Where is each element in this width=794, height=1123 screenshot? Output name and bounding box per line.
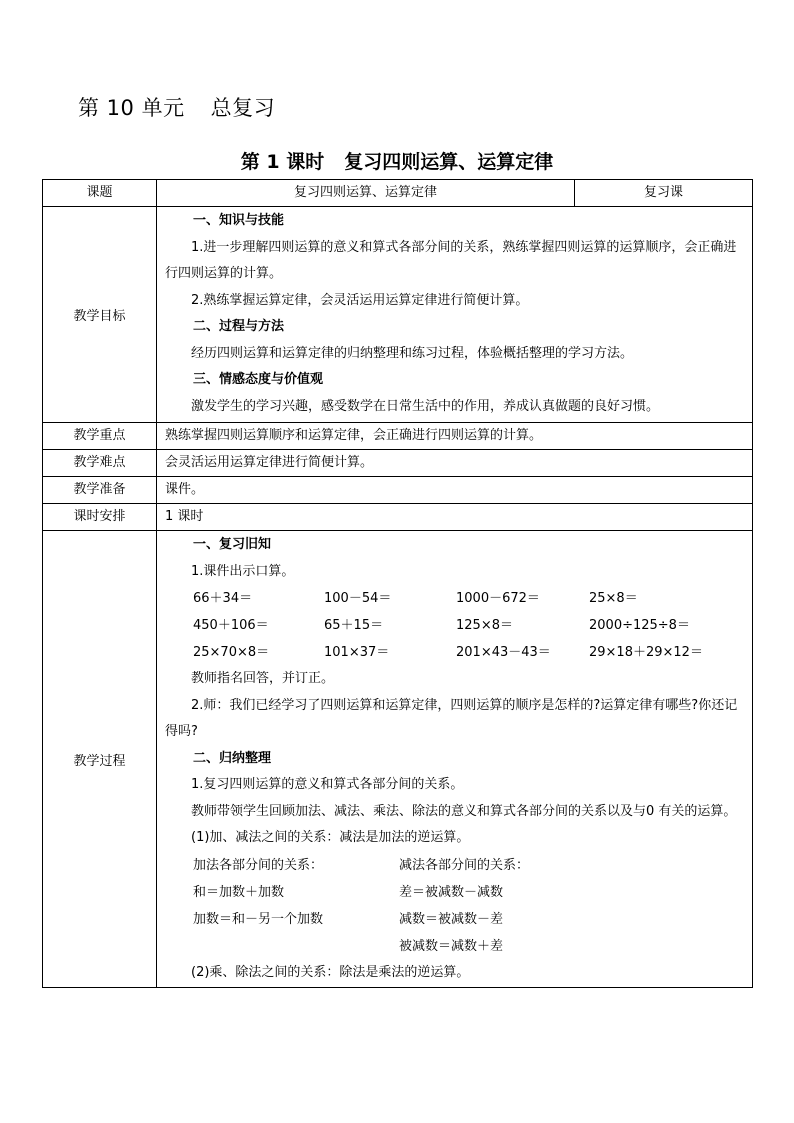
oral-item: 2000÷125÷8＝ bbox=[589, 618, 690, 633]
lesson-title bbox=[0, 147, 794, 174]
oral-item: 29×18＋29×12＝ bbox=[589, 645, 703, 660]
table-row-topic bbox=[43, 180, 753, 207]
process-paragraph: 2.师：我们已经学习了四则运算和运算定律，四则运算的顺序是怎样的?运算定律有哪些?你还记得吗? bbox=[165, 697, 738, 739]
relation-item: 减数＝被减数－差 bbox=[399, 911, 504, 927]
unit-label: 第 10 单元 bbox=[78, 96, 185, 120]
process-label: 教学过程 bbox=[43, 531, 157, 988]
oral-item: 101×37＝ bbox=[324, 645, 390, 660]
process-section-1-title: 一、复习旧知 bbox=[193, 537, 272, 552]
preparation-label: 教学准备 bbox=[43, 477, 157, 504]
objectives-content bbox=[157, 207, 753, 423]
objectives-section-1-title: 一、知识与技能 bbox=[193, 213, 285, 228]
lesson-plan-table bbox=[42, 179, 753, 988]
relation-item bbox=[193, 933, 399, 960]
table-row-key-points bbox=[43, 423, 753, 450]
schedule-label: 课时安排 bbox=[43, 504, 157, 531]
process-paragraph: (2)乘、除法之间的关系：除法是乘法的逆运算。 bbox=[191, 964, 470, 980]
objectives-paragraph: 经历四则运算和运算定律的归纳整理和练习过程，体验概括整理的学习方法。 bbox=[191, 345, 634, 361]
topic-label: 课题 bbox=[43, 180, 157, 207]
oral-item: 450＋106＝ bbox=[193, 618, 269, 633]
unit-name: 总复习 bbox=[210, 96, 276, 120]
lesson-label: 第 1 课时 bbox=[240, 151, 325, 173]
relation-item: 差＝被减数－减数 bbox=[399, 884, 504, 900]
oral-calc-grid bbox=[165, 585, 746, 666]
key-points-value bbox=[157, 423, 753, 450]
key-points-text: 熟练掌握四则运算顺序和运算定律，会正确进行四则运算的计算。 bbox=[165, 428, 543, 443]
preparation-value bbox=[157, 477, 753, 504]
oral-item: 65＋15＝ bbox=[324, 618, 384, 633]
process-paragraph: 1.复习四则运算的意义和算式各部分间的关系。 bbox=[191, 777, 464, 792]
process-paragraph: 1.课件出示口算。 bbox=[191, 563, 295, 579]
table-row-process bbox=[43, 531, 753, 988]
table-row-difficulties bbox=[43, 450, 753, 477]
oral-item: 25×70×8＝ bbox=[193, 645, 270, 660]
oral-item: 201×43－43＝ bbox=[456, 645, 551, 660]
relation-item: 加数＝和－另一个加数 bbox=[193, 911, 324, 927]
key-points-label: 教学重点 bbox=[43, 423, 157, 450]
objectives-paragraph: 激发学生的学习兴趣，感受数学在日常生活中的作用，养成认真做题的良好习惯。 bbox=[191, 398, 660, 414]
objectives-label: 教学目标 bbox=[43, 207, 157, 423]
table-row-objectives bbox=[43, 207, 753, 423]
process-content bbox=[157, 531, 753, 988]
oral-item: 66＋34＝ bbox=[193, 591, 253, 606]
relations-grid bbox=[165, 852, 746, 960]
lesson-name: 复习四则运算、运算定律 bbox=[344, 151, 554, 173]
objectives-section-3-title: 三、情感态度与价值观 bbox=[193, 372, 324, 387]
unit-title bbox=[78, 92, 275, 122]
topic-type: 复习课 bbox=[575, 180, 753, 207]
topic-value: 复习四则运算、运算定律 bbox=[157, 180, 575, 207]
objectives-paragraph: 2.熟练掌握运算定律，会灵活运用运算定律进行简便计算。 bbox=[191, 292, 529, 308]
preparation-text: 课件。 bbox=[165, 482, 205, 497]
process-paragraph: 教师带领学生回顾加法、减法、乘法、除法的意义和算式各部分间的关系以及与0 有关的运算。 bbox=[191, 803, 737, 819]
process-paragraph: 教师指名回答，并订正。 bbox=[191, 671, 335, 686]
process-paragraph: (1)加、减法之间的关系：减法是加法的逆运算。 bbox=[191, 830, 470, 845]
relation-item: 减法各部分间的关系： bbox=[399, 857, 530, 873]
schedule-value bbox=[157, 504, 753, 531]
relation-item: 加法各部分间的关系： bbox=[193, 857, 324, 873]
relation-item: 和＝加数＋加数 bbox=[193, 884, 285, 900]
oral-item: 1000－672＝ bbox=[456, 591, 540, 606]
oral-item: 125×8＝ bbox=[456, 618, 513, 633]
process-section-2-title: 二、归纳整理 bbox=[193, 750, 272, 766]
difficulties-value bbox=[157, 450, 753, 477]
objectives-paragraph: 1.进一步理解四则运算的意义和算式各部分间的关系，熟练掌握四则运算的运算顺序，会正确进行四则运算的计算。 bbox=[165, 239, 737, 281]
table-row-schedule bbox=[43, 504, 753, 531]
oral-item: 100－54＝ bbox=[324, 591, 392, 606]
schedule-text: 1 课时 bbox=[165, 509, 204, 524]
oral-item: 25×8＝ bbox=[589, 591, 638, 606]
objectives-section-2-title: 二、过程与方法 bbox=[193, 319, 285, 334]
difficulties-label: 教学难点 bbox=[43, 450, 157, 477]
relation-item: 被减数＝减数＋差 bbox=[399, 938, 504, 954]
difficulties-text: 会灵活运用运算定律进行简便计算。 bbox=[165, 455, 374, 470]
table-row-preparation bbox=[43, 477, 753, 504]
